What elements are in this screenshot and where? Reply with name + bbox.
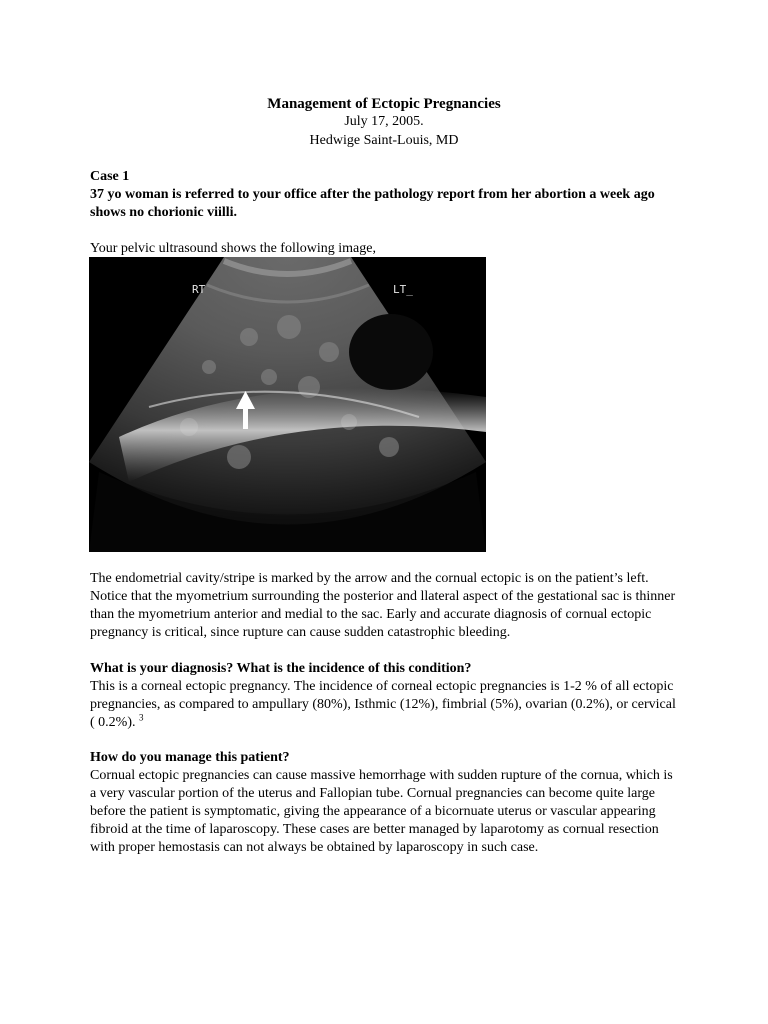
ultrasound-label-left: LT_ (393, 283, 413, 296)
reference-superscript: 3 (139, 712, 144, 723)
ultrasound-label-right: RT (192, 283, 206, 296)
question1-answer-text: This is a corneal ectopic pregnancy. The incidence of corneal ectopic pregnancies is 1-2 % of all ectopic pregnancies, as compared to ampullary (80%), Isthmic (12%), fimbrial (5%), ovarian (0.2%), or cervical ( 0.2%). (90, 679, 676, 730)
question2-answer: Cornual ectopic pregnancies can cause massive hemorrhage with sudden rupture of the cornua, which is a very vascular portion of the uterus and Fallopian tube. Cornual pregnancies can become quite large before the patient is symptomatic, giving the appearance of a bicornuate uterus or vascular appearing fibroid at the time of laparoscopy. These cases are better managed by laparotomy as cornual resection with proper hemostasis can not always be obtained by laparoscopy in such case. (90, 768, 673, 855)
ultrasound-image (89, 257, 486, 552)
case-heading: Case 1 (90, 169, 130, 184)
ultrasound-intro: Your pelvic ultrasound shows the following image, (90, 241, 376, 256)
question1-answer (90, 678, 682, 732)
question1-heading: What is your diagnosis? What is the incidence of this condition? (90, 661, 472, 676)
document-title: Management of Ectopic Pregnancies (267, 96, 501, 112)
question2-heading: How do you manage this patient? (90, 750, 290, 765)
explanation-paragraph: The endometrial cavity/stripe is marked by the arrow and the cornual ectopic is on the patient’s left. Notice that the myometrium surrounding the posterior and llateral aspect of the gestational sac is thinner than the myometrium anterior and medial to the sac. Early and accurate diagnosis of cornual ectopic pregnancy is critical, since rupture can cause sudden catastrophic bleeding. (90, 571, 676, 640)
case-statement: 37 yo woman is referred to your office after the pathology report from her abortion a week ago shows no chorionic viilli. (90, 187, 655, 220)
document-author: Hedwige Saint-Louis, MD (309, 133, 459, 148)
document-date: July 17, 2005. (344, 114, 424, 129)
